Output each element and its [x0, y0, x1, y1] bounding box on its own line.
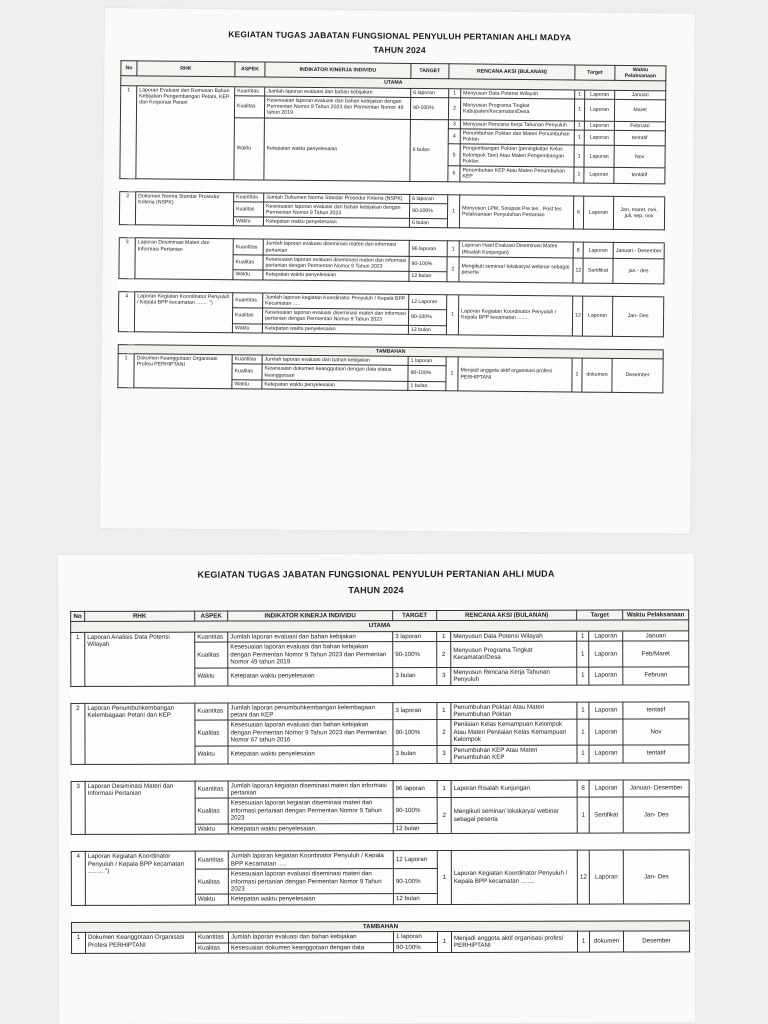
section-label: UTAMA	[121, 76, 666, 90]
spacer-row	[71, 904, 689, 923]
target-cell: 90-100%	[393, 798, 437, 823]
indikator-cell: Ketepatan waktu penyelesaian	[262, 324, 408, 335]
action-number: 1	[447, 241, 459, 257]
header-indikator: INDIKATOR KINERJA INDIVIDU	[265, 62, 411, 79]
action-number: 5	[448, 144, 460, 166]
spacer-cell	[71, 833, 689, 852]
target-cell: 6 laporan	[411, 88, 449, 98]
action-time: Januari - Desember	[613, 243, 664, 259]
action-time: Januari	[623, 631, 689, 642]
header-rhk: RHK	[85, 611, 195, 622]
action-number: 1	[446, 294, 458, 334]
action-number: 6	[448, 166, 460, 182]
target-cell: 90-100%	[410, 97, 448, 119]
action-target-qty: 8	[577, 780, 589, 798]
table-row	[71, 701, 689, 720]
header-target: TARGET	[411, 63, 449, 79]
action-number: 1	[446, 357, 458, 391]
spacer-row	[71, 833, 689, 852]
indikator-cell: Ketepatan waktu penyelesaian	[228, 745, 393, 763]
indikator-cell: Kesesuaian laporan kegiatan diseminasi materi dan informasi pertanian dengan Permentan Nomor 9 Tahun 2023	[228, 798, 393, 824]
aspek-cell: Waktu	[233, 217, 263, 227]
indikator-cell: Jumlah laporan evaluasi dan bahan kebijakan	[265, 87, 411, 98]
document-title: KEGIATAN TUGAS JABATAN FUNGSIONAL PENYULUH PERTANIAN AHLI MADYA	[228, 29, 572, 43]
action-number: 1	[437, 631, 451, 641]
indikator-cell: Kesesuaian dokumen keanggotaan dengan data status keanggotaan	[262, 364, 408, 381]
action-cell: Mengikuti seminar/ lokakarya/ webinar sebagai peserta	[459, 257, 573, 283]
aspek-cell: Kuantitas	[233, 239, 263, 255]
indikator-cell: Jumlah laporan kegiatan Koordinator Penyuluh / Kepala BPP Kecamatan .....	[263, 293, 409, 310]
aspek-cell: Kuantitas	[195, 932, 228, 943]
target-cell: 96 laporan	[409, 241, 447, 257]
action-target-unit: Laporan	[585, 90, 615, 100]
aspek-cell: Kualitas	[232, 364, 262, 380]
target-cell: 90-100%	[409, 256, 447, 272]
aspek-cell: Waktu	[232, 323, 262, 333]
action-time: Jan- Des	[623, 850, 689, 904]
aspek-cell: Kuantitas	[195, 703, 228, 721]
action-cell: Menjadi anggota aktif organisasi profesi PERHIPTANI	[451, 931, 577, 952]
indikator-cell: Kesesuaian dokumen keanggotaan dengan data	[229, 942, 394, 953]
action-target-qty: 1	[574, 145, 584, 167]
header-rhk: RHK	[137, 61, 235, 77]
action-cell: Menyusun Programa Tingkat Kecamatan/Desa	[451, 641, 577, 667]
action-target-qty: 12	[577, 850, 589, 904]
row-number: 3	[119, 238, 135, 278]
rhk-cell: Laporan Penumbuhkembangan Kelembagaan Petani dan KEP	[85, 703, 195, 764]
aspek-cell: Waktu	[195, 894, 228, 905]
target-cell: 1 laporan	[408, 356, 446, 366]
action-target-qty: 1	[577, 719, 589, 744]
header-target-2: Target	[577, 610, 623, 621]
target-cell: 3 laporan	[393, 702, 437, 720]
action-time: Desember	[624, 931, 690, 952]
aspek-cell: Kualitas	[233, 255, 263, 271]
action-target-qty: 1	[574, 130, 584, 146]
target-cell: 90-100%	[393, 720, 437, 745]
indikator-cell: Ketepatan waktu penyelesaian	[263, 270, 409, 281]
action-target-qty: 1	[577, 641, 589, 666]
action-time: Januari- Desember	[623, 779, 689, 797]
header-target: TARGET	[393, 611, 437, 622]
target-cell: 12 bulan	[393, 823, 437, 834]
action-number: 4	[448, 129, 460, 145]
row-number: 2	[71, 703, 85, 764]
action-target-qty: 1	[575, 90, 585, 99]
action-target-unit: Laporan	[583, 196, 613, 230]
action-target-unit: Laporan	[584, 145, 614, 167]
header-waktu: Waktu Pelaksanaan	[615, 65, 666, 81]
action-cell: Menyusun Programa Tingkat Kabupaten/Kecamatan/Desa	[460, 98, 574, 121]
action-cell: Pengembangan Poktan (peningkatan Kelas Kelompok Tani) Atau Materi Pengembangan Poktan	[460, 144, 574, 167]
indikator-cell: Kesesuaian laporan evaluasi dan bahan kebijakan dengan Permentan Nomor 9 Tahun 2023	[263, 202, 409, 219]
action-cell: Penumbuhan Poktan Atau Materi Penumbuhan Poktan	[451, 702, 577, 720]
action-time: Februari	[623, 666, 689, 684]
indikator-cell: Ketepatan waktu penyelesaian	[228, 894, 393, 905]
action-cell: Penilaian Kelas Kemampuan Kelompok Atau Materi Penilaian Kelas Kemampuan Kelompok	[451, 720, 577, 746]
action-time: Jan, maret, mei, juli, sep, nov	[613, 196, 664, 230]
action-number: 1	[437, 932, 451, 953]
aspek-cell: Waktu	[233, 270, 263, 280]
header-no: No	[121, 61, 137, 77]
action-target-unit: Laporan	[589, 667, 623, 685]
aspek-cell: Kuantitas	[232, 355, 262, 365]
target-cell: 12 Laporan	[409, 294, 447, 310]
aspek-cell: Kualitas	[195, 720, 228, 745]
aspek-cell: Waktu	[195, 824, 228, 835]
header-rencana-aksi: RENCANA AKSI (BULANAN)	[449, 64, 575, 81]
action-cell: Menyusun Rencana Kerja Tahunan Penyuluh	[451, 667, 577, 685]
rhk-cell: Laporan Desiminasi Materi dan Informasi Pertanian	[85, 781, 195, 835]
action-target-unit: Laporan	[583, 243, 613, 259]
rhk-cell: Dokumen Norma Standar Prosedur Kriteria (NSPK)	[135, 191, 233, 226]
action-time: Nov	[623, 719, 689, 744]
action-number: 1	[449, 89, 461, 98]
action-time: Februari	[614, 121, 665, 131]
action-target-unit: Laporan	[584, 121, 614, 131]
aspek-cell: Kuantitas	[234, 192, 264, 202]
section-label: UTAMA	[71, 620, 689, 632]
action-target-unit: Laporan	[589, 745, 623, 763]
activity-table	[117, 60, 666, 393]
indikator-cell: Kesesuaian laporan evaluasi diseminasi materi dan informasi pertanian dengan Permentan Nomor 9 Tahun 2023	[262, 308, 408, 325]
action-cell: Penumbuhan KEP Atau Materi Penumbuhan KEP	[451, 745, 577, 763]
target-cell: 3 bulan	[393, 745, 437, 763]
action-target-unit: dokumen	[590, 931, 624, 952]
action-cell: Menyusun Data Potensi Wilayah	[451, 631, 577, 642]
spacer-cell	[71, 904, 689, 923]
document-page-ahli-madya	[100, 8, 695, 534]
action-number: 2	[437, 642, 451, 667]
title-block	[58, 565, 694, 599]
activity-table	[70, 609, 690, 954]
aspek-cell: Kualitas	[232, 308, 262, 324]
target-cell: 1 laporan	[393, 932, 437, 943]
action-number: 1	[437, 780, 451, 798]
action-target-unit: Laporan	[589, 702, 623, 720]
action-target-unit: Laporan	[589, 631, 623, 642]
indikator-cell: Ketepatan waktu penyelesaian	[263, 217, 409, 228]
target-cell: 90-100%	[408, 310, 446, 326]
action-target-qty: 1	[577, 702, 589, 720]
indikator-cell: Jumlah laporan evaluasi dan bahan kebijakan	[228, 631, 393, 642]
action-cell: Laporan Kegiatan Koordinator Penyuluh / Kepala BPP kecamatan ........	[451, 850, 577, 904]
action-time: Feb/Maret	[623, 641, 689, 666]
indikator-cell: Kesesuaian laporan evaluasi diseminasi materi dan informasi pertanian dengan Permentan Nomor 9 Tahun 2023	[228, 869, 393, 895]
action-cell: Laporan Hasil Evaluasi Diseminasi Materi (Risalah Kunjungan)	[459, 241, 573, 258]
rhk-cell: Laporan Evaluasi dan Rumusan Bahan Kebijakan Pengembangan Petani, KEP dan Korporasi Petani	[136, 86, 235, 180]
row-number: 2	[119, 191, 135, 225]
spacer-row	[71, 684, 689, 703]
action-target-unit: Laporan	[584, 130, 614, 146]
aspek-cell: Kualitas	[196, 943, 229, 954]
aspek-cell: Kuantitas	[195, 632, 228, 643]
action-number: 2	[437, 720, 451, 745]
header-rencana-aksi: RENCANA AKSI (BULANAN)	[437, 610, 577, 621]
table-row	[71, 779, 689, 798]
target-cell: 6 laporan	[410, 194, 448, 204]
action-target-unit: Laporan	[589, 780, 623, 798]
action-target-qty: 1	[572, 358, 582, 392]
spacer-cell	[71, 684, 689, 703]
indikator-cell: Jumlah laporan penumbuhkembangan kelembagaan petani dan KEP	[228, 702, 393, 720]
target-cell: 90-100%	[393, 642, 437, 667]
indikator-cell: Ketepatan waktu penyelesaian	[264, 118, 411, 181]
target-cell: 12 bulan	[408, 325, 446, 335]
action-target-unit: Sertifikat	[583, 258, 613, 283]
action-target-qty: 12	[573, 258, 583, 283]
target-cell: 12 bulan	[409, 272, 447, 282]
document-page-ahli-muda	[58, 553, 695, 1024]
action-target-unit: Laporan	[584, 167, 614, 183]
aspek-cell: Kualitas	[195, 869, 228, 894]
action-target-qty: 8	[573, 242, 583, 258]
section-label: TAMBAHAN	[118, 344, 663, 358]
target-cell: 90-100%	[408, 366, 446, 382]
row-number: 1	[118, 354, 134, 388]
header-aspek: ASPEK	[235, 62, 265, 78]
indikator-cell: Jumlah laporan kegiatan diseminasi materi dan informasi pertanian	[228, 780, 393, 798]
aspek-cell: Kuantitas	[195, 781, 228, 799]
action-target-qty: 12	[572, 296, 582, 336]
table-row	[71, 850, 689, 869]
action-time: Jan- Des	[612, 296, 663, 337]
action-time: tentatif	[623, 701, 689, 719]
target-cell: 1 bulan	[408, 381, 446, 391]
indikator-cell: Jumlah laporan evaluasi diseminasi materi dan informasi pertanian	[263, 239, 409, 256]
action-target-unit: Laporan	[589, 719, 623, 744]
indikator-cell: Jumlah laporan evaluasi dan bahan kebijakan	[228, 932, 393, 943]
indikator-cell: Kesesuaian laporan evaluasi dan bahan kebijakan dengan Permentan Nomor 9 Tahun 2023 dan Permentan Nomor 49 tahun 2019	[228, 642, 393, 668]
target-cell: 90-100%	[394, 942, 438, 953]
action-number: 1	[437, 851, 451, 905]
aspek-cell: Kualitas	[234, 96, 264, 118]
spacer-cell	[71, 762, 689, 781]
action-number: 2	[448, 98, 460, 120]
section-label: TAMBAHAN	[71, 921, 689, 933]
action-number: 1	[437, 702, 451, 720]
action-time: Nov	[614, 146, 665, 168]
action-time: Januari	[615, 90, 666, 100]
aspek-cell: Waktu	[195, 746, 228, 764]
action-time: tentatif	[623, 745, 689, 763]
target-cell: 96 laporan	[393, 780, 437, 798]
aspek-cell: Kuantitas	[195, 851, 228, 869]
action-time: Desember	[612, 358, 663, 392]
action-cell: Menyusun LPM, Sinopsis Pre tes , Post tes Pelaksanaan Penyuluhan Pertanian	[459, 194, 573, 229]
action-target-qty: 1	[577, 667, 589, 685]
action-cell: Menyusun Rencana Kerja Tahunan Penyuluh	[460, 120, 574, 130]
rhk-cell: Laporan Analisis Data Potensi Wilayah	[85, 632, 195, 686]
target-cell: 6 bulan	[410, 119, 449, 181]
aspek-cell: Kuantitas	[233, 292, 263, 308]
rhk-cell: Laporan Kegiatan Koordinator Penyuluh / Kepala BPP kecamatan ........ ")	[134, 291, 232, 332]
target-cell: 90-100%	[393, 869, 437, 894]
row-number: 4	[71, 852, 85, 906]
action-time: jan - des	[613, 258, 664, 283]
rhk-cell: Dokumen Keanggotaan Organisasi Profesi PERHIPTANI	[85, 932, 195, 953]
indikator-cell: Ketepatan waktu penyelesaian	[228, 823, 393, 834]
header-no: No	[71, 611, 85, 621]
aspek-cell: Waktu	[232, 379, 262, 389]
aspek-cell: Waktu	[195, 668, 228, 686]
action-target-qty: 1	[578, 931, 590, 952]
indikator-cell: Kesesuaian laporan evaluasi diseminasi materi dan informasi pertanian dengan Permentan Nomor 9 Tahun 2023	[263, 255, 409, 272]
action-number: 1	[447, 194, 459, 228]
aspek-cell: Waktu	[234, 117, 265, 179]
aspek-cell: Kuantitas	[235, 86, 265, 96]
action-target-unit: Laporan	[589, 641, 623, 666]
action-time: Jan- Des	[623, 797, 689, 833]
action-cell: Laporan Kegiatan Koordinator Penyuluh / Kepala BPP kecamatan ........	[458, 295, 572, 336]
aspek-cell: Kualitas	[195, 798, 228, 823]
row-number: 1	[120, 85, 137, 178]
target-cell: 12 Laporan	[393, 851, 437, 869]
action-target-unit: Sertifikat	[589, 797, 623, 833]
action-target-unit: Laporan	[589, 850, 623, 904]
rhk-cell: Dokumen Keanggotaan Organisasi Profesi PERHIPTANI	[134, 354, 232, 389]
action-number: 3	[448, 119, 460, 128]
header-indikator: INDIKATOR KINERJA INDIVIDU	[228, 611, 393, 622]
row-number: 3	[71, 781, 85, 835]
indikator-cell: Jumlah laporan evaluasi dan bahan kebijakan	[262, 355, 408, 366]
header-aspek: ASPEK	[195, 611, 228, 622]
action-target-qty: 1	[574, 121, 584, 130]
row-number: 1	[71, 632, 85, 686]
target-cell: 6 bulan	[409, 219, 447, 229]
action-cell: Menjadi anggota aktif organisasi profesi PERHIPTANI	[458, 357, 572, 392]
action-time: tentatif	[614, 130, 665, 146]
action-cell: Laporan Risalah Kunjungan	[451, 780, 577, 798]
document-title: KEGIATAN TUGAS JABATAN FUNGSIONAL PENYULUH PERTANIAN AHLI MUDA	[197, 568, 555, 580]
action-target-qty: 1	[577, 745, 589, 763]
action-target-unit: Laporan	[584, 99, 614, 121]
action-target-qty: 1	[577, 798, 589, 834]
action-target-unit: dokumen	[582, 358, 612, 392]
action-number: 2	[437, 798, 451, 834]
action-number: 3	[437, 745, 451, 763]
action-number: 3	[437, 667, 451, 685]
indikator-cell: Kesesuaian laporan evaluasi dan bahan kebijakan dengan Permentan Nomor 9 Tahun 2023 dan Permentan Nomor 49 tahun 2019	[264, 96, 410, 119]
document-year: TAHUN 2024	[373, 44, 426, 56]
action-target-qty: 6	[573, 196, 583, 230]
action-cell: Penumbuhan KEP Atau Materi Penumbuhan KEP	[460, 166, 574, 183]
row-number: 4	[118, 291, 134, 331]
indikator-cell: Kesesuaian laporan evaluasi dan bahan kebijakan dengan Permentan Nomor 9 Tahun 2023 dan Permentan Nomor 67 tahun 2016	[228, 720, 393, 746]
action-time: tentatif	[614, 167, 665, 183]
action-target-qty: 1	[574, 167, 584, 183]
indikator-cell: Jumlah laporan kegiatan Koordinator Penyuluh / Kepala BPP Kecamatan .....	[228, 851, 393, 869]
title-block	[105, 26, 695, 60]
header-waktu: Waktu Pelaksanaan	[623, 610, 689, 621]
target-cell: 90-100%	[409, 203, 447, 219]
action-cell: Penumbuhan Poktan dan Materi Penumbuhan Poktan	[460, 129, 574, 146]
action-cell: Mengikuti seminar/ lokakarya/ webinar sebagai peserta	[451, 798, 577, 834]
target-cell: 3 laporan	[393, 631, 437, 642]
rhk-cell: Laporan Kegiatan Koordinator Penyuluh / Kepala BPP kecamatan ......... ")	[85, 851, 195, 905]
target-cell: 12 bulan	[393, 894, 437, 905]
action-number: 2	[447, 257, 459, 282]
indikator-cell: Ketepatan waktu penyelesaian	[228, 667, 393, 685]
indikator-cell: Jumlah Dokumen Norma Standar Prosedur Kriteria (NSPK)	[264, 193, 410, 204]
indikator-cell: Ketepatan waktu penyelesaian	[262, 380, 408, 391]
rhk-cell: Laporan Desiminasi Materi dan Informasi Pertanian	[135, 238, 233, 279]
document-year: TAHUN 2024	[348, 585, 404, 596]
target-cell: 3 bulan	[393, 667, 437, 685]
action-time: Maret	[614, 99, 665, 121]
aspek-cell: Kualitas	[234, 201, 264, 217]
action-cell: Menyusun Data Potensi Wilayah	[461, 89, 575, 99]
header-target-2: Target	[575, 65, 615, 81]
action-target-qty: 1	[577, 631, 589, 641]
action-target-unit: Laporan	[582, 296, 612, 336]
aspek-cell: Kualitas	[195, 642, 228, 667]
spacer-row	[71, 762, 689, 781]
action-target-qty: 1	[574, 99, 584, 121]
row-number: 1	[71, 933, 85, 954]
